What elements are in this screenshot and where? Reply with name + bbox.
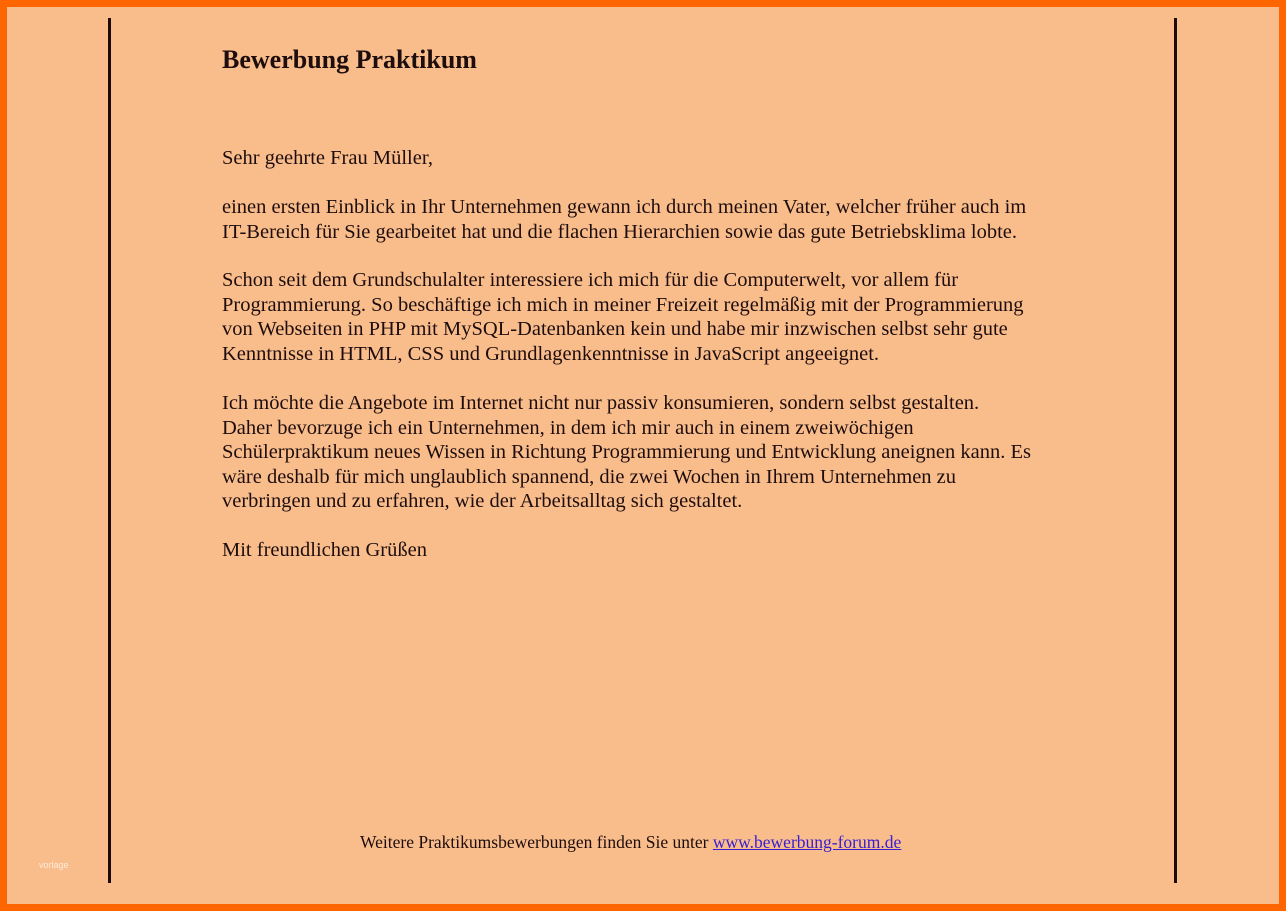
- letter-title: Bewerbung Praktikum: [222, 45, 477, 74]
- paragraph-line: wäre deshalb für mich unglaublich spannend, die zwei Wochen in Ihrem Unternehmen zu: [222, 465, 957, 488]
- paragraph-line: Kenntnisse in HTML, CSS und Grundlagenkenntnisse in JavaScript angeeignet.: [222, 342, 880, 365]
- paragraph-line: Schon seit dem Grundschulalter interessiere ich mich für die Computerwelt, vor allem für: [222, 269, 959, 291]
- paragraph-line: von Webseiten in PHP mit MySQL-Datenbanken kein und habe mir inzwischen selbst sehr gute: [222, 318, 1008, 340]
- footer-link[interactable]: www.bewerbung-forum.de: [712, 832, 902, 852]
- paragraph-line: Ich möchte die Angebote im Internet nicht nur passiv konsumieren, sondern selbst gestalten.: [222, 392, 980, 414]
- closing: Mit freundlichen Grüßen: [222, 539, 427, 561]
- paragraph-line: einen ersten Einblick in Ihr Unternehmen gewann ich durch meinen Vater, welcher früher auch im: [222, 196, 1027, 218]
- paragraph-line: verbringen und zu erfahren, wie der Arbeitsalltag sich gestaltet.: [222, 490, 743, 512]
- left-margin-rule: [108, 18, 111, 883]
- watermark: vorlage: [39, 860, 69, 870]
- footer-line: [360, 832, 901, 853]
- paragraph-line: Schülerpraktikum neues Wissen in Richtung Programmierung und Entwicklung aneignen kann. Es: [222, 441, 1031, 463]
- footer-text: Weitere Praktikumsbewerbungen finden Sie unter: [360, 832, 713, 852]
- salutation: Sehr geehrte Frau Müller,: [222, 147, 433, 169]
- paragraph-line: Daher bevorzuge ich ein Unternehmen, in dem ich mir auch in einem zweiwöchigen: [222, 416, 914, 439]
- paragraph-line: IT-Bereich für Sie gearbeitet hat und die flachen Hierarchien sowie das gute Betriebsklima lobte.: [222, 220, 1018, 243]
- paragraph-1: [222, 195, 1026, 244]
- paragraph-2: [222, 268, 1024, 366]
- document-page: [7, 7, 1279, 904]
- paragraph-3: [222, 391, 1031, 514]
- paragraph-line: Programmierung. So beschäftige ich mich in meiner Freizeit regelmäßig mit der Programmierung: [222, 293, 1024, 316]
- right-margin-rule: [1174, 18, 1177, 883]
